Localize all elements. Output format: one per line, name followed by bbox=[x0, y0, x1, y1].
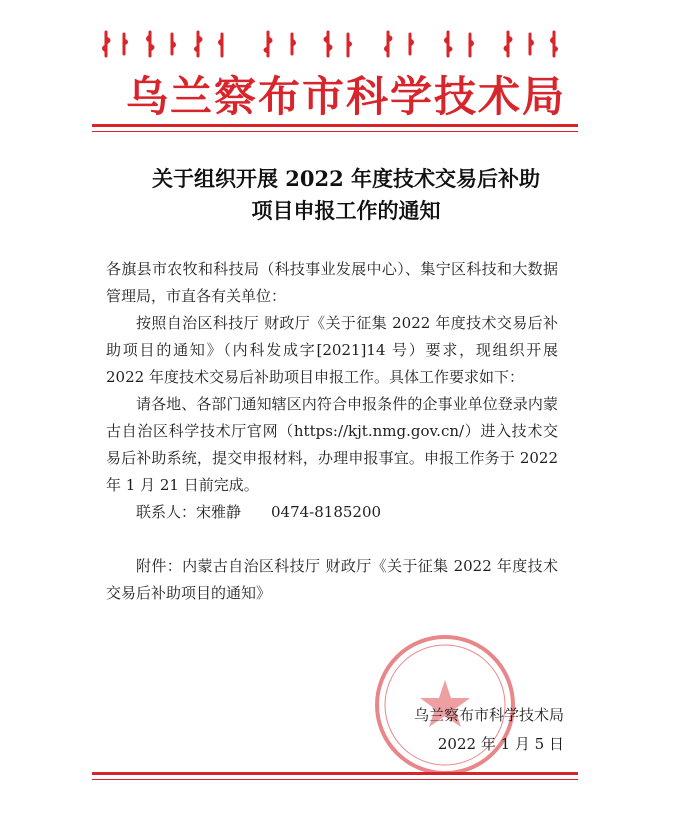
letterhead-rule-thick bbox=[92, 124, 578, 127]
salutation: 各旗县市农牧和科技局（科技事业发展中心）、集宁区科技和大数据管理局，市直各有关单位： bbox=[106, 260, 558, 305]
agency-letterhead-title: 乌兰察布市科学技术局 bbox=[125, 72, 566, 121]
document-title-line2: 项目申报工作的通知 bbox=[251, 198, 441, 223]
mongolian-script-icon bbox=[98, 28, 568, 60]
footer-rule-thin bbox=[92, 779, 578, 780]
letterhead-rule-thin bbox=[92, 131, 578, 132]
signature-organization: 乌兰察布市科学技术局 bbox=[413, 706, 564, 724]
footer-rule-thick bbox=[92, 772, 578, 775]
document-title-line1: 关于组织开展 2022 年度技术交易后补助 bbox=[151, 166, 541, 191]
paragraph-2: 请各地、各部门通知辖区内符合申报条件的企事业单位登录内蒙古自治区科学技术厅官网（https://kjt.nmg.gov.cn/）进入技术交易后补助系统，提交申报材料，办理申报事宜。申报工作务于 2022 年 1 月 21 日前完成。 bbox=[106, 395, 558, 494]
spacer bbox=[106, 526, 558, 553]
signature-date: 2022 年 1 月 5 日 bbox=[437, 735, 564, 753]
paragraph-1: 按照自治区科技厅 财政厅《关于征集 2022 年度技术交易后补助项目的通知》（内科发成字[2021]14 号）要求，现组织开展 2022 年度技术交易后补助项目申报工作。具体工作要求如下： bbox=[106, 314, 558, 386]
contact-line: 联系人：宋雅静 0474-8185200 bbox=[136, 503, 382, 521]
document-body bbox=[106, 256, 558, 607]
attachment-line: 附件：内蒙古自治区科技厅 财政厅《关于征集 2022 年度技术交易后补助项目的通知》 bbox=[106, 557, 558, 602]
